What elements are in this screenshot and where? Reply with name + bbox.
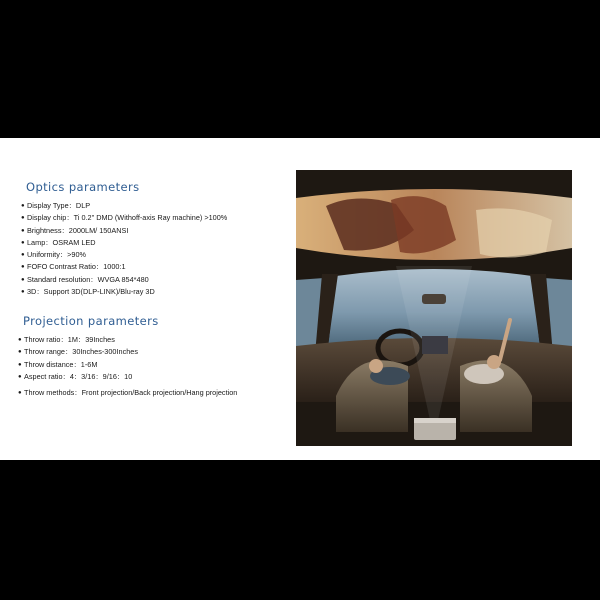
bullet-icon: ●	[21, 264, 25, 271]
projection-parameters-list	[18, 334, 237, 399]
spec-item: ● Brightness：2000LM/ 150ANSI	[21, 225, 227, 237]
projected-sky	[476, 208, 552, 257]
spec-item: ● Display chip：Ti 0.2" DMD (Withoff-axis Ray machine) >100%	[21, 212, 227, 224]
bullet-icon: ●	[21, 252, 25, 259]
optics-parameters-title: Optics parameters	[26, 180, 140, 194]
bullet-icon: ●	[18, 349, 22, 356]
spec-item: ● 3D：Support 3D(DLP-LINK)/Blu-ray 3D	[21, 286, 227, 298]
bullet-icon: ●	[21, 276, 25, 283]
person-left-head	[369, 359, 383, 373]
bullet-icon: ●	[18, 373, 22, 380]
bullet-icon: ●	[21, 227, 25, 234]
bullet-icon: ●	[18, 337, 22, 343]
spec-item: ● Throw ratio：1M：39Inches	[18, 334, 237, 346]
spec-item: ● Throw distance：1-6M	[18, 359, 237, 371]
content-panel	[0, 138, 600, 460]
spec-item: ● Aspect ratio：4：3/16：9/16：10	[18, 371, 237, 383]
bullet-icon: ●	[21, 203, 25, 209]
spec-item: ● FOFO Contrast Ratio：1000:1	[21, 261, 227, 273]
spec-item: ● Standard resolution：WVGA 854*480	[21, 274, 227, 286]
bullet-icon: ●	[18, 390, 22, 397]
optics-parameters-list	[21, 200, 227, 298]
projection-parameters-title: Projection parameters	[23, 314, 159, 328]
spec-item: ● Lamp：OSRAM LED	[21, 237, 227, 249]
spec-item: ● Throw range：30Inches-300Inches	[18, 346, 237, 358]
bullet-icon: ●	[18, 361, 22, 368]
photo-illustration	[296, 170, 572, 446]
spec-item: ● Throw methods：Front projection/Back projection/Hang projection	[18, 387, 237, 399]
bullet-icon: ●	[21, 289, 25, 296]
bullet-icon: ●	[21, 215, 25, 222]
car-interior-projection-photo	[296, 170, 572, 446]
bullet-icon: ●	[21, 239, 25, 246]
spec-item: ● Display Type：DLP	[21, 200, 227, 212]
spec-item: ● Uniformity：>90%	[21, 249, 227, 261]
